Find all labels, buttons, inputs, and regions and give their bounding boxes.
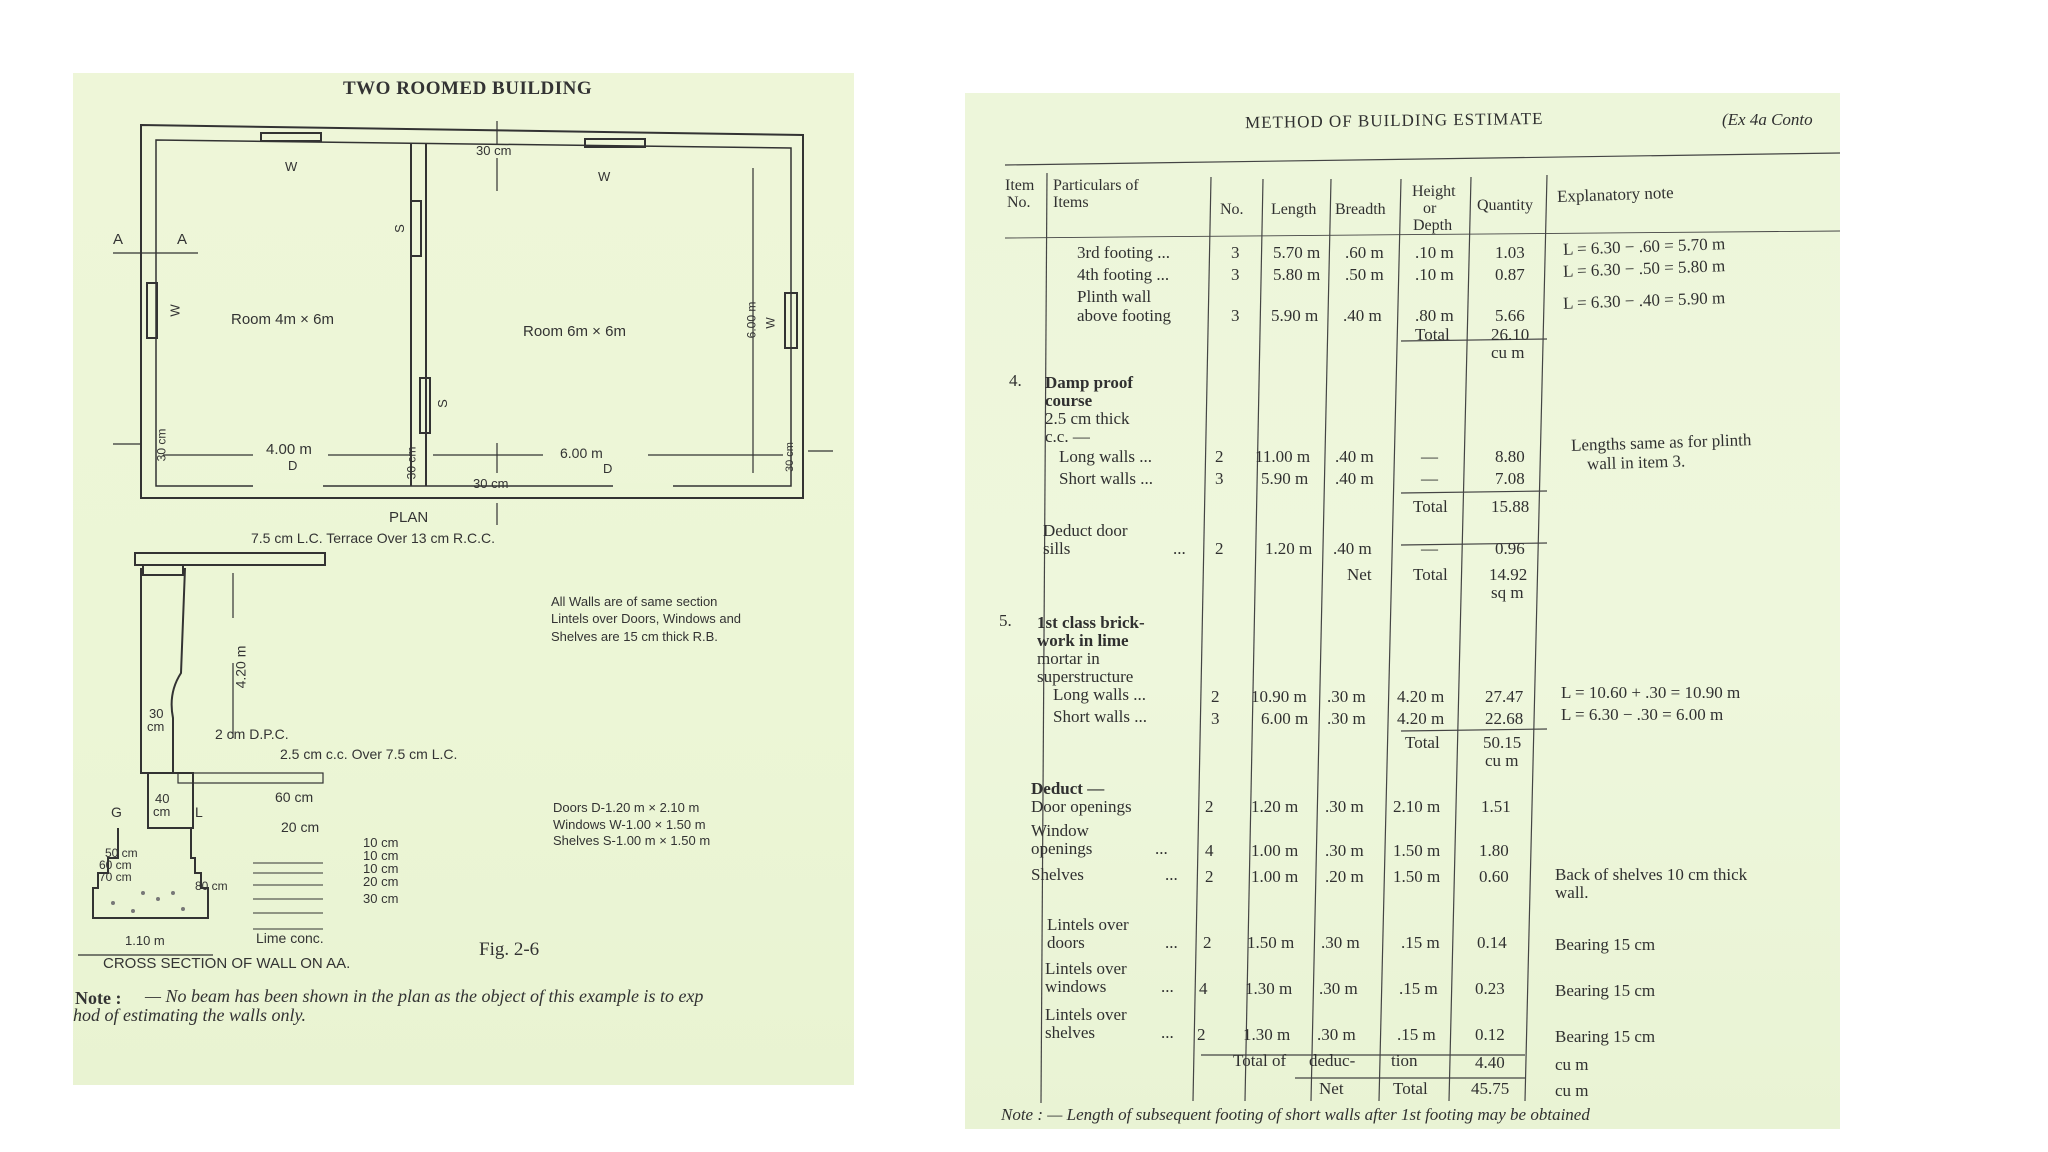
cell-quantity: 0.12 <box>1475 1025 1505 1044</box>
cell-height: — <box>1421 539 1438 558</box>
cell-breadth: .30 m <box>1319 979 1358 998</box>
total-label: Total <box>1415 325 1450 344</box>
cell-height: .15 m <box>1399 979 1438 998</box>
cell-length: 5.70 m <box>1273 243 1321 262</box>
cell-breadth: .30 m <box>1327 709 1366 728</box>
step-right-1: 10 cm <box>363 835 399 850</box>
cell-length: 6.00 m <box>1261 709 1309 728</box>
cell-length: 11.00 m <box>1255 447 1311 466</box>
note-label: Note : <box>75 988 122 1008</box>
cell-no: 3 <box>1231 306 1240 325</box>
cell-quantity: 1.80 <box>1479 841 1509 860</box>
row-window-openings-2: openings <box>1031 839 1093 858</box>
cell-length: 1.20 m <box>1265 539 1313 558</box>
height-420: 4.20 m <box>232 645 249 689</box>
row-deduct-door-sills-2: sills <box>1043 539 1071 558</box>
cell-note: L = 10.60 + .30 = 10.90 m <box>1561 683 1741 702</box>
cell-length: 5.80 m <box>1273 265 1321 284</box>
cell-height: 4.20 m <box>1397 687 1445 706</box>
cell-length: 5.90 m <box>1271 306 1319 325</box>
note-line-1: — No beam has been shown in the plan as the object of this example is to exp <box>145 986 704 1006</box>
room1-label: Room 4m × 6m <box>231 311 334 328</box>
room2-label: Room 6m × 6m <box>523 323 626 340</box>
header-or: or <box>1423 200 1437 217</box>
total-quantity: 14.92 <box>1489 565 1528 584</box>
door-label-2: D <box>603 461 613 476</box>
cell-height: .15 m <box>1397 1025 1436 1044</box>
item-4-desc-2: c.c. — <box>1045 427 1090 446</box>
row-plinth-wall-2: above footing <box>1077 306 1171 325</box>
cell-breadth: .60 m <box>1345 243 1384 262</box>
dim-60cm: 60 cm <box>275 789 314 805</box>
cell-quantity: 0.23 <box>1475 979 1505 998</box>
cell-breadth: .50 m <box>1345 265 1384 284</box>
cell-height: .80 m <box>1415 306 1454 325</box>
cell-no: 2 <box>1215 447 1224 466</box>
row-dots: ... <box>1155 839 1168 858</box>
cell-no: 3 <box>1231 243 1240 262</box>
header-items: Items <box>1053 194 1089 211</box>
l-label: L <box>195 804 203 820</box>
item-5-no: 5. <box>999 611 1012 630</box>
row-dots: ... <box>1173 539 1186 558</box>
wall-thickness: 30 <box>149 706 164 721</box>
cell-length: 1.50 m <box>1247 933 1295 952</box>
cell-no: 3 <box>1231 265 1240 284</box>
openings-note-1: Doors D-1.20 m × 2.10 m <box>553 800 700 815</box>
step-right-2: 10 cm <box>363 848 399 863</box>
cell-no: 3 <box>1215 469 1224 488</box>
cell-note-2: wall. <box>1555 883 1589 902</box>
window-label-4: W <box>763 317 778 329</box>
cell-quantity: 1.51 <box>1481 797 1511 816</box>
cell-no: 3 <box>1211 709 1220 728</box>
cell-breadth: .30 m <box>1325 797 1364 816</box>
cell-quantity: 7.08 <box>1495 469 1525 488</box>
wall-30cm-top: 30 cm <box>476 143 512 158</box>
step-right-4: 20 cm <box>363 874 399 889</box>
drawing-page <box>73 73 854 1085</box>
plinth-40: 40 <box>155 791 170 806</box>
lime-conc: Lime conc. <box>256 930 324 946</box>
cell-height: 1.50 m <box>1393 867 1441 886</box>
page-title: METHOD OF BUILDING ESTIMATE <box>1244 108 1544 133</box>
section-mark-a2: A <box>177 231 188 248</box>
net-total-label: Total <box>1393 1079 1428 1098</box>
total-unit: cu m <box>1491 343 1525 362</box>
plan-drawing <box>73 73 854 1085</box>
dim-6m: 6.00 m <box>560 445 603 461</box>
row-long-walls: Long walls ... <box>1053 685 1147 704</box>
net-label: Net <box>1319 1079 1344 1098</box>
row-lintels-windows: Lintels over <box>1045 959 1127 978</box>
cell-note: Back of shelves 10 cm thick <box>1555 865 1748 884</box>
header-breadth: Breadth <box>1335 201 1386 218</box>
section-title: CROSS SECTION OF WALL ON AA. <box>103 955 351 972</box>
terrace-label: 7.5 cm L.C. Terrace Over 13 cm R.C.C. <box>251 530 496 546</box>
window-label-2: W <box>598 169 611 184</box>
total-unit: cu m <box>1485 751 1519 770</box>
cell-height: 4.20 m <box>1397 709 1445 728</box>
row-short-walls: Short walls ... <box>1059 469 1153 488</box>
cell-breadth: .30 m <box>1327 687 1366 706</box>
row-long-walls: Long walls ... <box>1059 447 1153 466</box>
walls-note-3: Shelves are 15 cm thick R.B. <box>551 629 718 644</box>
cell-length: 5.90 m <box>1261 469 1309 488</box>
dim-20cm: 20 cm <box>281 819 320 835</box>
walls-note-1: All Walls are of same section <box>551 594 718 609</box>
cell-no: 2 <box>1211 687 1220 706</box>
cell-note-2: wall in item 3. <box>1586 451 1686 474</box>
row-3rd-footing: 3rd footing ... <box>1077 243 1171 262</box>
row-door-openings: Door openings <box>1031 797 1132 816</box>
cell-no: 2 <box>1197 1025 1206 1044</box>
row-short-walls: Short walls ... <box>1053 707 1147 726</box>
dim-4m: 4.00 m <box>266 441 312 458</box>
header-item: Item <box>1005 177 1035 194</box>
step-50: 50 cm <box>105 846 138 860</box>
drawing-title: TWO ROOMED BUILDING <box>343 78 593 99</box>
cell-quantity: 0.60 <box>1479 867 1509 886</box>
cell-quantity: 0.87 <box>1495 265 1525 284</box>
step-80: 80 cm <box>195 879 228 893</box>
cell-length: 1.00 m <box>1251 841 1299 860</box>
cell-height: 2.10 m <box>1393 797 1441 816</box>
cell-breadth: .30 m <box>1325 841 1364 860</box>
step-60: 60 cm <box>99 858 132 872</box>
cell-note: L = 6.30 − .40 = 5.90 m <box>1562 288 1726 313</box>
cell-length: 10.90 m <box>1251 687 1307 706</box>
cell-note: L = 6.30 − .60 = 5.70 m <box>1562 234 1726 259</box>
cell-length: 1.30 m <box>1245 979 1293 998</box>
item-4-no: 4. <box>1009 371 1022 390</box>
row-lintels-windows-2: windows <box>1045 977 1107 996</box>
step-right-3: 10 cm <box>363 861 399 876</box>
header-note: Explanatory note <box>1556 182 1674 207</box>
continued-label: (Ex 4a Conto <box>1722 110 1813 129</box>
cell-length: 1.00 m <box>1251 867 1299 886</box>
cell-breadth: .40 m <box>1333 539 1372 558</box>
fig-label: Fig. 2-6 <box>479 939 540 960</box>
cell-note: Bearing 15 cm <box>1555 981 1656 1000</box>
plinth-40-unit: cm <box>153 804 171 819</box>
total-label: Total <box>1413 565 1448 584</box>
total-unit: sq m <box>1491 583 1524 602</box>
row-dots: ... <box>1161 977 1174 996</box>
item-4-title: Damp proof <box>1045 373 1133 392</box>
note-line-2: hod of estimating the walls only. <box>73 1005 306 1025</box>
header-quantity: Quantity <box>1477 197 1533 214</box>
wall-30cm-bottom: 30 cm <box>473 476 509 491</box>
cell-quantity: 27.47 <box>1485 687 1524 706</box>
header-depth: Depth <box>1413 217 1453 234</box>
total-deduction-quantity: 4.40 <box>1475 1053 1505 1072</box>
row-window-openings: Window <box>1031 821 1089 840</box>
cell-quantity: 1.03 <box>1495 243 1525 262</box>
row-deduct-door-sills: Deduct door <box>1043 521 1128 540</box>
header-particulars: Particulars of <box>1053 177 1139 194</box>
cell-quantity: 8.80 <box>1495 447 1525 466</box>
total-deduction-c: tion <box>1391 1051 1418 1070</box>
row-lintels-doors: Lintels over <box>1047 915 1129 934</box>
row-dots: ... <box>1165 933 1178 952</box>
cell-no: 2 <box>1205 797 1214 816</box>
row-dots: ... <box>1161 1023 1174 1042</box>
plan-label: PLAN <box>389 509 429 526</box>
cell-note: Bearing 15 cm <box>1555 935 1656 954</box>
cell-height: .15 m <box>1401 933 1440 952</box>
cell-height: .10 m <box>1415 265 1454 284</box>
cell-breadth: .40 m <box>1335 447 1374 466</box>
cell-note: L = 6.30 − .50 = 5.80 m <box>1562 256 1726 281</box>
cell-quantity: 22.68 <box>1485 709 1524 728</box>
header-length: Length <box>1271 201 1317 218</box>
base-width: 1.10 m <box>125 933 165 948</box>
item-5-desc-2: superstructure <box>1037 667 1134 686</box>
cell-no: 2 <box>1215 539 1224 558</box>
window-label-1: W <box>285 159 298 174</box>
dim-6m-vertical: 6.00 m <box>744 301 759 339</box>
cell-height: .10 m <box>1415 243 1454 262</box>
item-5-title-2: work in lime <box>1037 631 1129 650</box>
cell-no: 4 <box>1205 841 1214 860</box>
net-total-quantity: 45.75 <box>1471 1079 1510 1098</box>
cell-breadth: .40 m <box>1335 469 1374 488</box>
cell-height: — <box>1421 447 1438 466</box>
cell-height: 1.50 m <box>1393 841 1441 860</box>
header-height: Height <box>1412 183 1456 200</box>
cell-no: 4 <box>1199 979 1208 998</box>
row-shelves: Shelves <box>1031 865 1084 884</box>
cell-note: L = 6.30 − .30 = 6.00 m <box>1561 705 1724 724</box>
total-deduction-unit: cu m <box>1555 1055 1589 1074</box>
item-4-desc: 2.5 cm thick <box>1045 409 1130 428</box>
row-lintels-doors-2: doors <box>1047 933 1085 952</box>
row-plinth-wall: Plinth wall <box>1077 287 1152 306</box>
item-5-title: 1st class brick- <box>1037 613 1145 632</box>
cell-breadth: .30 m <box>1321 933 1360 952</box>
cell-no: 2 <box>1203 933 1212 952</box>
wall-thickness-unit: cm <box>147 719 165 734</box>
cell-length: 1.20 m <box>1251 797 1299 816</box>
cell-note: Bearing 15 cm <box>1555 1027 1656 1046</box>
section-mark-a1: A <box>113 231 124 248</box>
estimate-page <box>965 93 1840 1129</box>
wall-30cm-right: 30 cm <box>783 442 796 472</box>
dpc-label: 2 cm D.P.C. <box>215 726 289 742</box>
item-4-title-2: course <box>1045 391 1093 410</box>
cell-breadth: .40 m <box>1343 306 1382 325</box>
wall-30cm-mid: 30 cm <box>404 446 419 480</box>
openings-note-2: Windows W-1.00 × 1.50 m <box>553 817 706 832</box>
cc-label: 2.5 cm c.c. Over 7.5 cm L.C. <box>280 746 458 762</box>
door-label-1: D <box>288 458 298 473</box>
total-label: Total <box>1413 497 1448 516</box>
total-quantity: 50.15 <box>1483 733 1522 752</box>
shelf-label-1: S <box>391 224 407 233</box>
bottom-note: Note : — Length of subsequent footing of short walls after 1st footing may be obtained <box>1001 1105 1590 1124</box>
total-deduction-b: deduc- <box>1309 1051 1356 1070</box>
cell-no: 2 <box>1205 867 1214 886</box>
total-quantity: 15.88 <box>1491 497 1530 516</box>
cell-note: Lengths same as for plinth <box>1570 430 1752 455</box>
row-lintels-shelves-2: shelves <box>1045 1023 1096 1042</box>
cell-quantity: 5.66 <box>1495 306 1525 325</box>
deduct-label: Deduct — <box>1031 779 1105 798</box>
item-5-desc: mortar in <box>1037 649 1100 668</box>
cell-length: 1.30 m <box>1243 1025 1291 1044</box>
cell-breadth: .30 m <box>1317 1025 1356 1044</box>
header-no: No. <box>1220 201 1244 218</box>
g-label: G <box>111 804 122 820</box>
wall-30cm-left: 30 cm <box>154 428 169 462</box>
step-right-5: 30 cm <box>363 891 399 906</box>
cell-quantity: 0.14 <box>1477 933 1507 952</box>
net-total-unit: cu m <box>1555 1081 1589 1100</box>
total-deduction-a: Total of <box>1233 1051 1287 1070</box>
cell-quantity: 0.96 <box>1495 539 1525 558</box>
header-item-no: No. <box>1007 194 1031 211</box>
total-label: Total <box>1405 733 1440 752</box>
shelf-label-2: S <box>434 399 450 408</box>
cell-height: — <box>1421 469 1438 488</box>
total-quantity: 26.10 <box>1491 325 1530 344</box>
openings-note-3: Shelves S-1.00 m × 1.50 m <box>553 833 711 848</box>
step-70: 70 cm <box>99 870 132 884</box>
row-dots: ... <box>1165 865 1178 884</box>
row-lintels-shelves: Lintels over <box>1045 1005 1127 1024</box>
row-4th-footing: 4th footing ... <box>1077 265 1170 284</box>
window-label-3: W <box>167 304 183 317</box>
cell-breadth: .20 m <box>1325 867 1364 886</box>
net-label: Net <box>1347 565 1372 584</box>
walls-note-2: Lintels over Doors, Windows and <box>551 611 742 626</box>
